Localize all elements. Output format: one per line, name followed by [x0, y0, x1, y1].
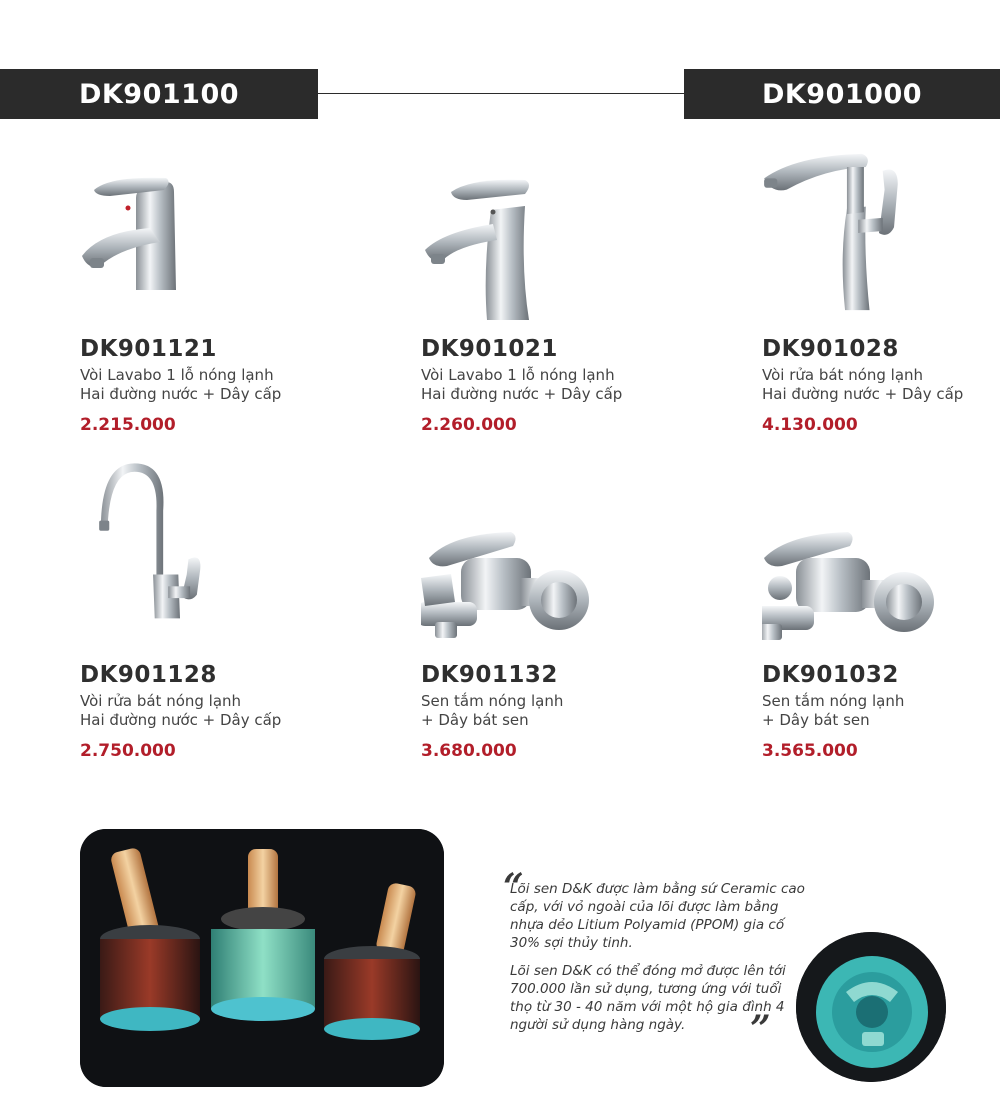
product-price: 2.215.000: [80, 415, 176, 435]
close-quote-mark: ”: [750, 1008, 771, 1050]
ceramic-disc-illustration: [796, 932, 946, 1082]
product-description-line1: Sen tắm nóng lạnh: [762, 692, 905, 710]
product-price: 3.565.000: [762, 741, 858, 761]
product-description-line2: + Dây bát sen: [421, 711, 529, 729]
shower-mixer-image: [762, 508, 962, 668]
header-connector-line: [318, 93, 684, 94]
product-description-line1: Vòi Lavabo 1 lỗ nóng lạnh: [80, 366, 274, 384]
quote-paragraph-1: Lõi sen D&K được làm bằng sứ Ceramic cao cấp, với vỏ ngoài của lõi được làm bằng nhựa dẻo Litium Polyamid (PPOM) gia cố 30% sợi thủy tinh.: [510, 881, 805, 951]
series-header-left: [0, 69, 318, 119]
quote-paragraph-2: Lõi sen D&K có thể đóng mở được lên tới 700.000 lần sử dụng, tương ứng với tuổi thọ từ 30 - 40 năm với một hộ gia đình 4 người sử dụng hàng ngày.: [510, 963, 786, 1033]
product-description-line2: Hai đường nước + Dây cấp: [80, 711, 282, 729]
product-code: DK901121: [80, 336, 217, 362]
product-description-line1: Sen tắm nóng lạnh: [421, 692, 564, 710]
series-header-right: [684, 69, 1000, 119]
ceramic-disc-photo: [796, 932, 946, 1082]
product-code: DK901032: [762, 662, 899, 688]
cartridge-illustration: [80, 829, 444, 1087]
product-code: DK901021: [421, 336, 558, 362]
product-code: DK901128: [80, 662, 217, 688]
product-code: DK901132: [421, 662, 558, 688]
product-price: 3.680.000: [421, 741, 517, 761]
series-code-left: DK901100: [78, 78, 240, 110]
basin-faucet-image: [421, 170, 621, 330]
kitchen-faucet-image: [80, 460, 280, 620]
kitchen-faucet-image: [762, 152, 962, 312]
cartridge-photo: [80, 829, 444, 1087]
product-description-line1: Vòi rửa bát nóng lạnh: [80, 692, 242, 710]
product-description-line2: Hai đường nước + Dây cấp: [762, 385, 964, 403]
product-description-line2: Hai đường nước + Dây cấp: [421, 385, 623, 403]
product-description-line1: Vòi Lavabo 1 lỗ nóng lạnh: [421, 366, 615, 384]
shower-mixer-image: [421, 508, 621, 668]
product-price: 4.130.000: [762, 415, 858, 435]
open-quote-mark: “: [503, 866, 524, 908]
basin-faucet-image: [80, 170, 280, 330]
product-description-line1: Vòi rửa bát nóng lạnh: [762, 366, 924, 384]
series-code-right: DK901000: [761, 78, 923, 110]
product-price: 2.750.000: [80, 741, 176, 761]
product-code: DK901028: [762, 336, 899, 362]
product-description-line2: + Dây bát sen: [762, 711, 870, 729]
product-description-line2: Hai đường nước + Dây cấp: [80, 385, 282, 403]
product-price: 2.260.000: [421, 415, 517, 435]
